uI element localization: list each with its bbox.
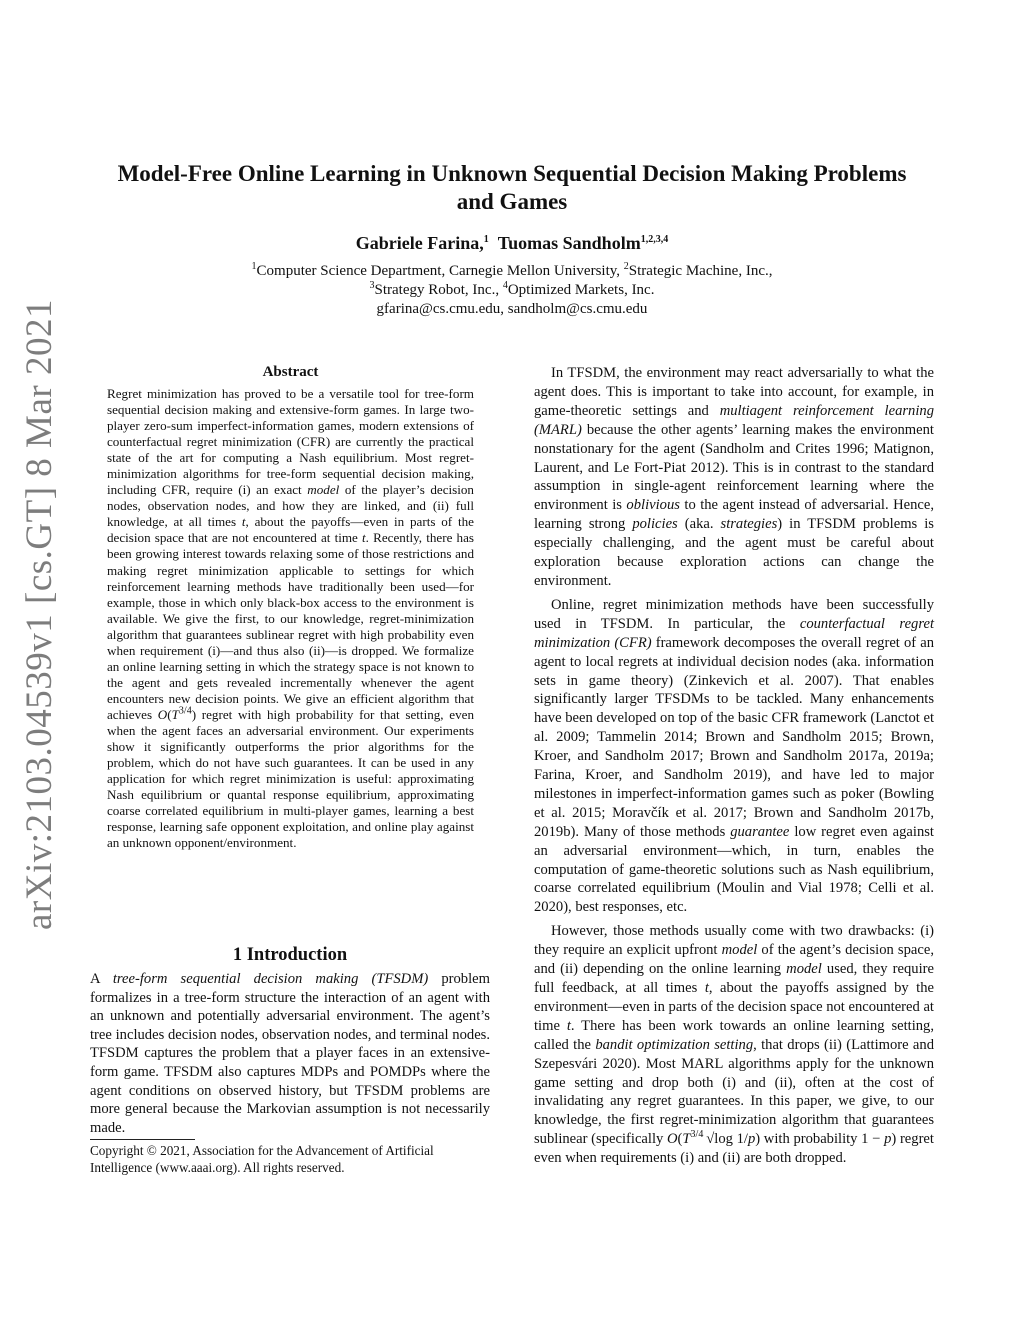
title-line-2: and Games	[456, 189, 568, 214]
affiliations	[80, 262, 944, 319]
section-heading-introduction: 1 Introduction	[232, 945, 348, 965]
paragraph-regret-minimization: Online, regret minimization methods have been successfully used in TFSDM. In particular, the counterfactual regret minimization (CFR) framework decomposes the overall regret of an agent to local regrets at individual decision nodes (aka. information sets in game theory) (Zinkevich et al. 2007). That enables significantly larger TFSDMs to be tackled. Many enhancements have been developed on top of the basic CFR framework (Lanctot et al. 2009; Tammelin 2014; Brown and Sandholm 2015; Brown, Kroer, and Sandholm 2017; Brown and Sandholm 2017a, 2019a; Farina, Kroer, and Sandholm 2019), and have led to major milestones in imperfect-information games such as poker (Bowling et al. 2015; Moravčík et al. 2017; Brown and Sandholm 2017b, 2019b). Many of those methods guarantee low regret even against an adversarial environment—which, in turn, enables the computation of game-theoretic solutions such as Nash equilibrium, coarse correlated equilibrium (Moulin and Vial 1978; Celli et al. 2020), best responses, etc.	[534, 596, 935, 916]
abstract-heading: Abstract	[262, 364, 319, 380]
introduction-text: A tree-form sequential decision making (TFSDM) problem formalizes in a tree-form structure the interaction of an agent with an unknown and potentially adversarial environment. The agent’s tree includes decision nodes, observation nodes, and terminal nodes. TFSDM captures the problem that a player faces in an extensive-form game. TFSDM also captures MDPs and POMDPs where the agent conditions on observed history, but TFSDM problems are more general because the Markovian assumption is not necessarily made.	[90, 971, 490, 1136]
abstract-text: Regret minimization has proved to be a versatile tool for tree-form sequential decision making and extensive-form games. In large two-player zero-sum imperfect-information games, modern extensions of counterfactual regret minimization (CFR) are currently the practical state of the art for computing a Nash equilibrium. Most regret-minimization algorithms for tree-form sequential decision making, including CFR, require (i) an exact model of the player’s decision nodes, observation nodes, and how they are linked, and (ii) full knowledge, at all times t, about the payoffs—even in parts of the decision space that are not encountered at time t. Recently, there has been growing interest towards relaxing some of those restrictions and making regret minimization applicable to settings for which reinforcement learning methods have traditionally been used—for example, those in which only black-box access to the environment is available. We give the first, to our knowledge, regret-minimization algorithm that guarantees sublinear regret with high probability even when requirement (i)—and thus also (ii)—is dropped. We formalize an online learning setting in which the strategy space is not known to the agent and gets revealed incrementally whenever the agent encounters new decision points. We give an efficient algorithm that achieves $O(T^{3/4})$ regret with high probability for that setting, even when the agent faces an adversarial environment. Our experiments show it significantly outperforms the prior algorithms for the problem, which do not have such guarantees. It can be used in any application for which regret minimization is useful: approximating Nash equilibrium or quantal response equilibrium, approximating coarse correlated equilibrium in multi-player games, learning a best response, learning safe opponent exploitation, and online play against an unknown opponent/environment.	[107, 386, 474, 851]
author-emails: gfarina@cs.cmu.edu, sandholm@cs.cmu.edu	[376, 301, 648, 317]
right-column	[534, 364, 934, 1168]
author-1: Gabriele Farina,	[355, 233, 484, 253]
footnote-rule	[90, 1139, 195, 1140]
author-1-affil: 1	[483, 234, 489, 245]
title-line-1: Model-Free Online Learning in Unknown Sequential Decision Making Problems	[117, 161, 907, 186]
abstract-body	[107, 386, 474, 851]
affiliation-line-1: $^1$Computer Science Department, Carnegie Mellon University, $^2$Strategic Machine, Inc.,	[251, 261, 773, 279]
author-2-affil: 1,2,3,4	[640, 234, 669, 245]
paragraph-tfsdm-adversarial: In TFSDM, the environment may react adversarially to what the agent does. This is important to take into account, for example, in game-theoretic settings and multiagent reinforcement learning (MARL) because the other agents’ learning makes the environment nonstationary for the agent (Sandholm and Crites 1996; Matignon, Laurent, and Le Fort-Piat 2012). This is in contrast to the standard assumption in single-agent reinforcement learning where the environment is oblivious to the agent instead of adversarial. Hence, learning strong policies (aka. strategies) in TFSDM problems is especially challenging, and the agent must be careful about exploration because exploration actions can change the environment.	[534, 365, 935, 589]
paragraph-drawbacks: However, those methods usually come with two drawbacks: (i) they require an explicit upfront model of the agent’s decision space, and (ii) depending on the online learning model used, they require full feedback, at all times t, about the payoffs assigned by the environment—even in parts of the decision space not encountered at time t. There has been work towards an online learning setting, called the bandit optimization setting, that drops (ii) (Lattimore and Szepesvári 2020). Most MARL algorithms apply for the unknown game setting and drop both (i) and (ii), often at the cost of invalidating any regret guarantees. In this paper, we give, to our knowledge, the first regret-minimization algorithm that guarantees sublinear (specifically $O(T^{3/4}$ √log 1/p) with probability 1 − p) regret even when requirements (i) and (ii) are both dropped.	[534, 923, 935, 1167]
introduction-body	[90, 970, 490, 1137]
affiliation-line-2: $^3$Strategy Robot, Inc., $^4$Optimized Markets, Inc.	[369, 280, 655, 298]
paper-title	[80, 160, 944, 216]
author-2: Tuomas Sandholm	[497, 233, 641, 253]
author-list	[80, 233, 944, 254]
copyright-footnote: Copyright © 2021, Association for the Advancement of Artificial Intelligence (www.aaai.org). All rights reserved.	[90, 1143, 434, 1175]
arxiv-identifier: arXiv:2103.04539v1 [cs.GT] 8 Mar 2021	[19, 299, 60, 930]
